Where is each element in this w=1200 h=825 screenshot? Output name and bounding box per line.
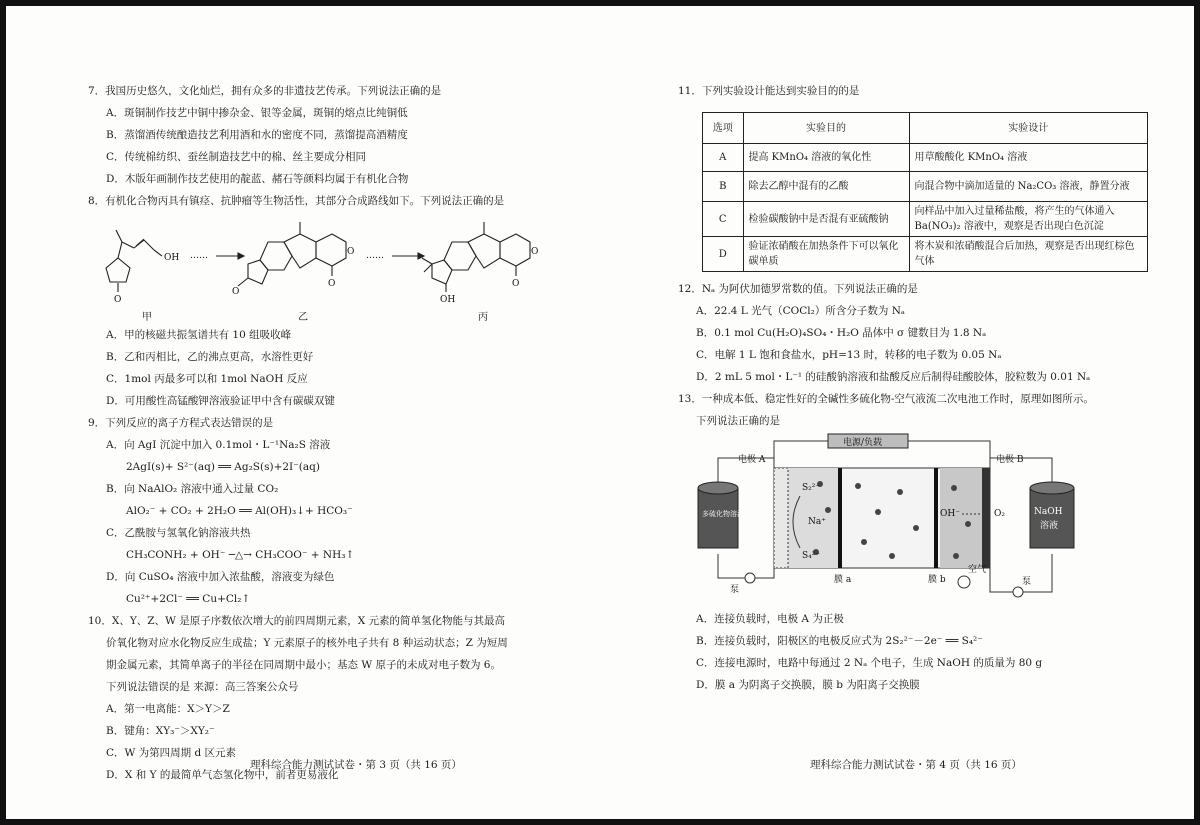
left-page	[88, 80, 568, 786]
air-label: 空气	[968, 565, 987, 575]
svg-text:OH: OH	[164, 253, 180, 263]
table-cell: 向混合物中滴加适量的 Na₂CO₃ 溶液，静置分液	[909, 172, 1147, 202]
q9-option-a: A．向 AgI 沉淀中加入 0.1mol・L⁻¹Na₂S 溶液	[106, 439, 331, 451]
svg-text:O: O	[531, 247, 539, 257]
q9-stem: 9．下列反应的离子方程式表达错误的是	[88, 417, 274, 429]
table-header: 实验目的	[743, 113, 909, 144]
table-header-row	[703, 113, 1148, 144]
q13-option-c: C．连接电源时，电路中每通过 2 Nₐ 个电子，生成 NaOH 的质量为 80 g	[696, 657, 1043, 669]
s2-label: S₂²⁻	[802, 483, 821, 493]
q8-option-c: C．1mol 丙最多可以和 1mol NaOH 反应	[106, 373, 308, 385]
svg-text:O: O	[232, 287, 240, 297]
table-cell: 验证浓硝酸在加热条件下可以氧化碳单质	[743, 237, 909, 272]
table-cell: D	[703, 237, 744, 272]
flow-battery-diagram	[678, 432, 1118, 608]
q10-line-2: 价氧化物对应水化物反应生成盐；Y 元素原子的核外电子共有 8 种运动状态；Z 为短周	[106, 637, 508, 649]
table-cell: C	[703, 202, 744, 237]
air-inlet-icon	[958, 576, 970, 588]
oh-label: OH⁻	[940, 509, 960, 519]
q10-line-3: 期金属元素，其简单离子的半径在同周期中最小；基态 W 原子的未成对电子数为 6。	[106, 659, 501, 671]
q7-option-a: A．斑铜制作技艺中铜中掺杂金、银等金属，斑铜的熔点比纯铜低	[106, 107, 408, 119]
tank-left	[698, 488, 738, 548]
q7-option-b: B．蒸馏酒传统酿造技艺利用酒和水的密度不同，蒸馏提高酒精度	[106, 129, 408, 141]
table-cell: B	[703, 172, 744, 202]
svg-text:O: O	[114, 295, 122, 305]
q12-option-c: C．电解 1 L 饱和食盐水，pH=13 时，转移的电子数为 0.05 Nₐ	[696, 349, 1002, 361]
label-bing: 丙	[478, 312, 488, 323]
q10-line-1: 10．X、Y、Z、W 是原子序数依次增大的前四周期元素，X 元素的简单氢化物能与其最高	[88, 615, 506, 627]
membrane-b	[934, 468, 938, 568]
table-header: 实验设计	[909, 113, 1147, 144]
membrane-a-label: 膜 a	[834, 575, 852, 585]
label-yi: 乙	[298, 312, 308, 323]
q9-option-d: D．向 CuSO₄ 溶液中加入浓盐酸，溶液变为绿色	[106, 571, 335, 583]
pump-left-label: 泵	[730, 585, 740, 595]
electrode-b	[982, 468, 990, 568]
q9-equation-c: CH₃CONH₂ + OH⁻ ─△→ CH₃COO⁻ + NH₃↑	[126, 549, 355, 561]
q8-stem: 8．有机化合物丙具有镇痉、抗肿瘤等生物活性，其部分合成路线如下。下列说法正确的是	[88, 195, 505, 207]
q10-option-b: B．键角：XY₃⁻＞XY₂⁻	[106, 725, 215, 737]
q8-option-d: D．可用酸性高锰酸钾溶液验证甲中含有碳碳双键	[106, 395, 335, 407]
left-page-footer: 理科综合能力测试试卷・第 3 页（共 16 页）	[250, 759, 462, 771]
s4-label: S₄²⁻	[802, 551, 821, 561]
q7-stem: 7．我国历史悠久，文化灿烂，拥有众多的非遗技艺传承。下列说法正确的是	[88, 85, 442, 97]
power-label: 电源/负载	[843, 438, 883, 448]
table-cell: 检验碳酸钠中是否混有亚硫酸钠	[743, 202, 909, 237]
pump-right-icon	[1013, 587, 1023, 597]
q8-option-b: B．乙和丙相比，乙的沸点更高，水溶性更好	[106, 351, 314, 363]
q13-option-a: A．连接负载时，电极 A 为正极	[696, 613, 844, 625]
table-cell: 将木炭和浓硝酸混合后加热，观察是否出现红棕色气体	[909, 237, 1147, 272]
table-cell: 向样品中加入过量稀盐酸，将产生的气体通入 Ba(NO₃)₂ 溶液中，观察是否出现白色沉淀	[909, 202, 1147, 237]
q10-option-d: D．X 和 Y 的最简单气态氢化物中，前者更易液化	[106, 769, 339, 781]
q13-option-d: D．膜 a 为阴离子交换膜，膜 b 为阳离子交换膜	[696, 679, 920, 691]
q12-option-d: D．2 mL 5 mol・L⁻¹ 的硅酸钠溶液和盐酸反应后制得硅酸胶体，胶粒数为 0.01 Nₐ	[696, 371, 1091, 383]
table-header: 选项	[703, 113, 744, 144]
o2-label: O₂	[994, 509, 1005, 519]
q12-stem: 12．Nₐ 为阿伏加德罗常数的值。下列说法正确的是	[678, 283, 918, 295]
q8-option-a: A．甲的核磁共振氢谱共有 10 组吸收峰	[106, 329, 292, 341]
membrane-b-label: 膜 b	[928, 575, 946, 585]
q12-option-a: A．22.4 L 光气（COCl₂）所含分子数为 Nₐ	[696, 305, 905, 317]
table-row	[703, 172, 1148, 202]
q10-option-a: A．第一电离能：X＞Y＞Z	[106, 703, 230, 715]
electrode-a-label: 电极 A	[738, 455, 766, 465]
compound-yi	[232, 222, 354, 297]
q13-option-b: B．连接负载时，阳极区的电极反应式为 2S₂²⁻－2e⁻ ══ S₄²⁻	[696, 635, 983, 647]
svg-text:……: ……	[366, 251, 384, 261]
table-cell: 用草酸酸化 KMnO₄ 溶液	[909, 144, 1147, 172]
q12-option-b: B．0.1 mol Cu(H₂O)₄SO₄・H₂O 晶体中 σ 键数目为 1.8 Nₐ	[696, 327, 987, 339]
tank-right	[1030, 488, 1074, 548]
pump-right-label: 泵	[1022, 577, 1032, 587]
svg-text:O: O	[347, 247, 355, 257]
table-row	[703, 144, 1148, 172]
table-cell: A	[703, 144, 744, 172]
q10-option-c: C．W 为第四周期 d 区元素	[106, 747, 237, 759]
q9-option-c: C．乙酰胺与氢氧化钠溶液共热	[106, 527, 251, 539]
q7-option-c: C．传统棉纺织、蚕丝制造技艺中的棉、丝主要成分相同	[106, 151, 367, 163]
electrode-b-label: 电极 B	[996, 455, 1024, 465]
q11-experiment-table	[702, 112, 1148, 272]
right-page	[678, 80, 1148, 696]
q7-option-d: D．木版年画制作技艺使用的靛蓝、赭石等颜料均属于有机化合物	[106, 173, 409, 185]
tank-left-label: 多硫化物溶液	[702, 510, 744, 518]
q13-line-1: 13．一种成本低、稳定性好的全碱性多硫化物-空气液流二次电池工作时，原理如图所示。	[678, 393, 1094, 405]
tank-right-label-1: NaOH	[1034, 507, 1063, 517]
q11-stem: 11．下列实验设计能达到实验目的的是	[678, 85, 860, 97]
q9-equation-d: Cu²⁺+2Cl⁻ ══ Cu+Cl₂↑	[126, 593, 251, 605]
q9-equation-a: 2AgI(s)+ S²⁻(aq) ══ Ag₂S(s)+2I⁻(aq)	[126, 461, 320, 473]
table-cell: 提高 KMnO₄ 溶液的氧化性	[743, 144, 909, 172]
table-row	[703, 237, 1148, 272]
membrane-a	[838, 468, 842, 568]
right-page-footer: 理科综合能力测试试卷・第 4 页（共 16 页）	[810, 759, 1022, 771]
compound-jia	[106, 230, 179, 305]
synthesis-route-diagram	[88, 212, 568, 324]
q13-line-2: 下列说法正确的是	[696, 415, 780, 427]
pump-left-icon	[745, 573, 755, 583]
table-cell: 除去乙醇中混有的乙酸	[743, 172, 909, 202]
q9-option-b: B．向 NaAlO₂ 溶液中通入过量 CO₂	[106, 483, 279, 495]
svg-text:O: O	[512, 279, 520, 289]
table-row	[703, 202, 1148, 237]
arrow-1	[190, 251, 244, 261]
label-jia: 甲	[142, 312, 152, 323]
svg-text:O: O	[328, 279, 336, 289]
svg-text:……: ……	[190, 251, 208, 261]
compound-bing	[422, 222, 538, 305]
tank-right-label-2: 溶液	[1040, 521, 1059, 531]
svg-text:OH: OH	[440, 295, 456, 305]
arrow-2	[366, 251, 424, 261]
na-label: Na⁺	[808, 517, 826, 527]
q9-equation-b: AlO₂⁻ + CO₂ + 2H₂O ══ Al(OH)₃↓+ HCO₃⁻	[126, 505, 353, 517]
q10-line-4: 下列说法错误的是 来源：高三答案公众号	[106, 681, 299, 693]
electrode-a	[774, 468, 788, 568]
